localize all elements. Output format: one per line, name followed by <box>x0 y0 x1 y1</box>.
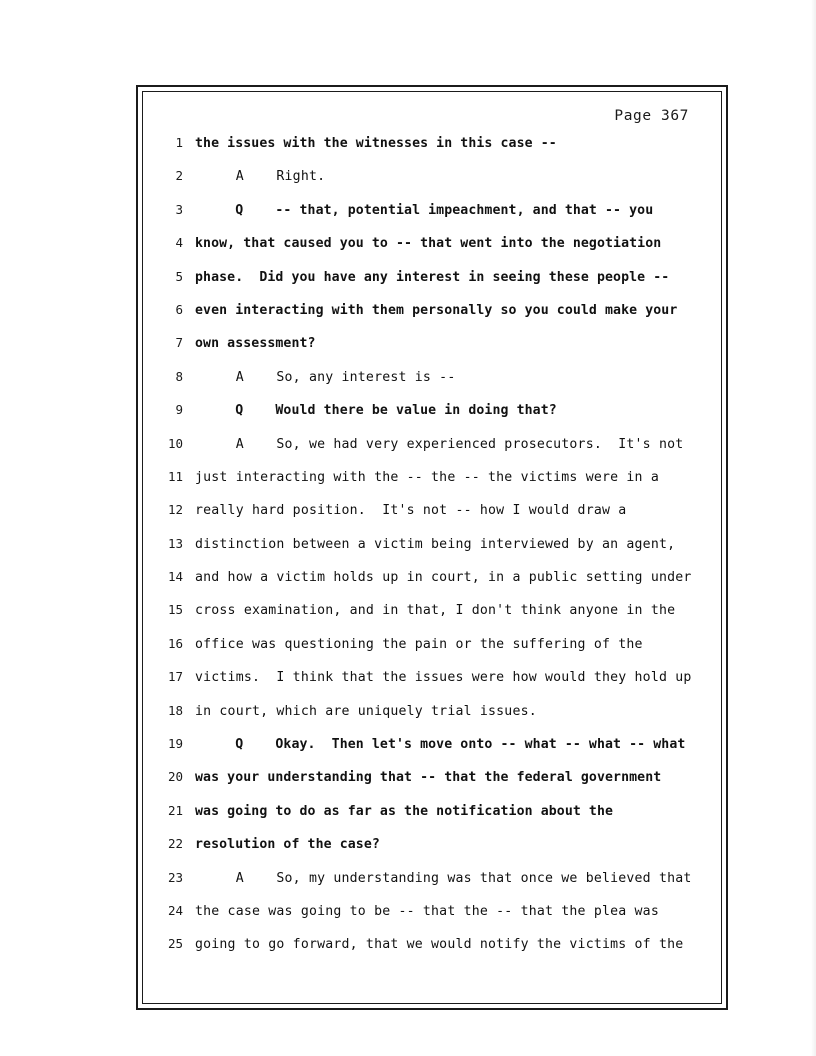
line-text: Q -- that, potential impeachment, and that -- you <box>195 202 654 218</box>
line-number: 11 <box>167 468 183 484</box>
line-number: 23 <box>167 869 183 885</box>
line-text: office was questioning the pain or the suffering of the <box>195 636 643 652</box>
transcript-border-inner <box>142 91 722 1004</box>
line-number: 15 <box>167 602 183 618</box>
line-number: 14 <box>167 569 183 585</box>
line-number: 12 <box>167 502 183 518</box>
transcript-content <box>143 92 721 1003</box>
line-text: know, that caused you to -- that went into the negotiation <box>195 236 662 252</box>
transcript-line <box>161 636 703 669</box>
transcript-line <box>161 736 703 769</box>
transcript-line <box>161 269 703 302</box>
transcript-line <box>161 836 703 869</box>
scan-edge-shading <box>811 0 816 1056</box>
line-number: 2 <box>175 168 183 184</box>
transcript-line <box>161 669 703 702</box>
line-text: phase. Did you have any interest in seeing these people -- <box>195 269 670 285</box>
transcript-line <box>161 903 703 936</box>
line-text: even interacting with them personally so you could make your <box>195 302 678 318</box>
line-text: Q Okay. Then let's move onto -- what -- what -- what <box>195 737 686 753</box>
transcript-line <box>161 536 703 569</box>
line-text: A So, my understanding was that once we believed that <box>195 870 692 886</box>
transcript-line <box>161 569 703 602</box>
line-text: the case was going to be -- that the -- that the plea was <box>195 903 659 919</box>
line-text: and how a victim holds up in court, in a public setting under <box>195 570 692 586</box>
line-text: was your understanding that -- that the federal government <box>195 770 662 786</box>
line-number: 3 <box>175 201 183 217</box>
line-number: 18 <box>167 702 183 718</box>
transcript-line <box>161 502 703 535</box>
transcript-line <box>161 936 703 969</box>
line-text: distinction between a victim being interviewed by an agent, <box>195 536 676 552</box>
line-number: 20 <box>167 769 183 785</box>
line-text: cross examination, and in that, I don't think anyone in the <box>195 603 676 619</box>
line-number: 16 <box>167 635 183 651</box>
transcript-line <box>161 769 703 802</box>
line-text: A Right. <box>195 169 326 185</box>
line-number: 19 <box>167 736 183 752</box>
line-number: 9 <box>175 402 183 418</box>
transcript-line <box>161 870 703 903</box>
line-number: 1 <box>175 135 183 150</box>
line-number: 7 <box>175 335 183 351</box>
line-number: 4 <box>175 235 183 251</box>
transcript-line <box>161 402 703 435</box>
line-number: 22 <box>167 836 183 852</box>
line-text: A So, we had very experienced prosecutors. It's not <box>195 436 684 452</box>
line-text: Q Would there be value in doing that? <box>195 403 557 419</box>
transcript-line <box>161 202 703 235</box>
transcript-line <box>161 168 703 201</box>
transcript-line <box>161 436 703 469</box>
line-text: own assessment? <box>195 336 316 352</box>
line-number: 21 <box>167 802 183 818</box>
line-number: 6 <box>175 301 183 317</box>
line-text: going to go forward, that we would notify the victims of the <box>195 937 684 953</box>
transcript-line <box>161 302 703 335</box>
line-text: really hard position. It's not -- how I would draw a <box>195 503 627 519</box>
transcript-border-outer <box>136 85 728 1010</box>
transcript-line <box>161 235 703 268</box>
line-number: 17 <box>167 669 183 685</box>
line-number: 25 <box>167 936 183 952</box>
transcript-line <box>161 369 703 402</box>
transcript-line <box>161 602 703 635</box>
line-number: 10 <box>167 435 183 451</box>
transcript-line <box>161 469 703 502</box>
line-number: 13 <box>167 535 183 551</box>
line-text: in court, which are uniquely trial issues. <box>195 703 537 719</box>
transcript-lines <box>161 135 703 970</box>
line-number: 24 <box>167 902 183 918</box>
transcript-line <box>161 803 703 836</box>
line-text: resolution of the case? <box>195 837 380 853</box>
line-text: the issues with the witnesses in this case -- <box>195 136 557 151</box>
transcript-line <box>161 135 703 168</box>
line-text: A So, any interest is -- <box>195 369 456 385</box>
transcript-line <box>161 703 703 736</box>
line-text: just interacting with the -- the -- the victims were in a <box>195 469 659 485</box>
line-number: 5 <box>175 268 183 284</box>
line-text: victims. I think that the issues were how would they hold up <box>195 670 692 686</box>
line-text: was going to do as far as the notification about the <box>195 803 614 819</box>
transcript-line <box>161 335 703 368</box>
page-number: Page 367 <box>614 108 689 124</box>
line-number: 8 <box>175 368 183 384</box>
